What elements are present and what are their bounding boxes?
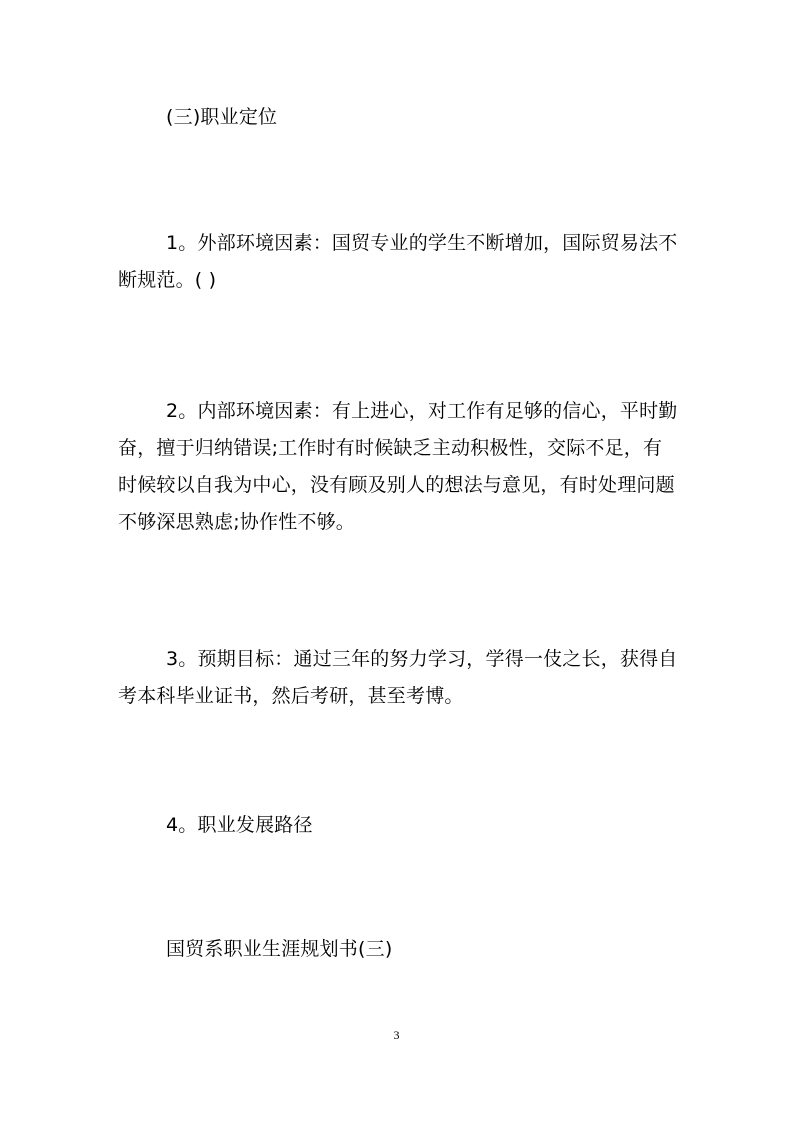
paragraph-internal-factors: 2。内部环境因素：有上进心，对工作有足够的信心，平时勤奋，擅于归纳错误;工作时有时候缺乏主动积极性，交际不足，有时候较以自我为中心，没有顾及别人的想法与意见，有时处理问题不够深思熟虑;协作性不够。 (118, 400, 678, 533)
section-heading: (三)职业定位 (166, 106, 278, 128)
document-title-line: 国贸系职业生涯规划书(三) (166, 938, 393, 960)
paragraph-expected-goals: 3。预期目标：通过三年的努力学习，学得一伎之长，获得自考本科毕业证书，然后考研，甚至考博。 (118, 648, 678, 707)
page-number: 3 (393, 1028, 400, 1042)
paragraph-external-factors: 1。外部环境因素：国贸专业的学生不断增加，国际贸易法不断规范。( ) (118, 232, 678, 291)
paragraph-career-path: 4。职业发展路径 (166, 814, 313, 836)
